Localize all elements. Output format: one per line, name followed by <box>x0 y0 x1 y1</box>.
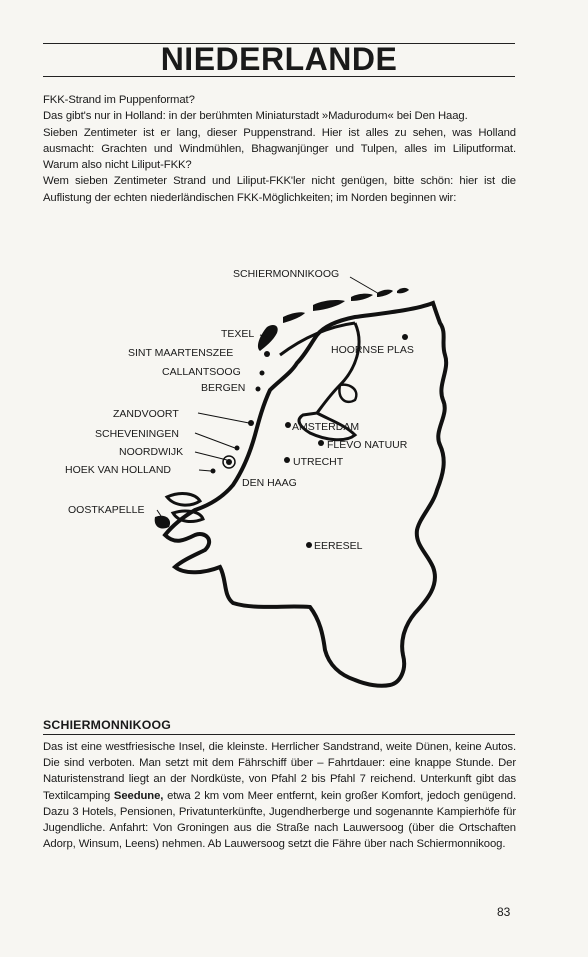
ijsselmeer-east-shore <box>317 323 359 413</box>
dot-hoornse-plas <box>402 334 408 340</box>
section-body-bold: Seedune, <box>113 789 164 802</box>
dot-flevo-natuur <box>318 440 324 446</box>
label-oostkapelle: OOSTKAPELLE <box>68 504 145 516</box>
label-noordwijk: NOORDWIJK <box>119 446 184 458</box>
label-scheveningen: SCHEVENINGEN <box>95 428 180 440</box>
label-flevo-natuur: FLEVO NATUUR <box>327 439 408 451</box>
leader-scheveningen <box>195 433 235 448</box>
section-body-part-1: Das ist eine westfriesische Insel, die kleinste. Herrlicher Sandstrand, weite Dünen, keine Autos. Die sind verboten. Man setzt mit dem Fährschiff über – Fahrtdauer: eine knappe Stunde. Der Naturistenstrand liegt an der Nordküste, von Pfahl 2 bis Pfahl 7 reichend. Unterkunft gibt das Textilcamping <box>43 741 516 802</box>
section-body <box>43 739 516 852</box>
intro-paragraph-3: Sieben Zentimeter ist er lang, dieser Puppenstrand. Hier ist alles zu sehen, was Holland ausmacht: Grachten und Windmühlen, Bhagwanjünger und Tulpen, alles im Liliputformat. Warum also nicht Liliput-FKK? <box>43 126 516 172</box>
intro-paragraph-1: FKK-Strand im Puppenformat? <box>43 94 195 106</box>
netherlands-map <box>55 255 515 695</box>
dot-amsterdam <box>285 422 291 428</box>
intro-paragraph-4: Wem sieben Zentimeter Strand und Liliput-FKK'ler nicht genügen, bitte schön: hier ist die Auflistung der echten niederländischen FKK-Möglichkeiten; im Norden beginnen wir: <box>43 175 516 204</box>
leader-noordwijk <box>195 452 227 460</box>
map-svg <box>55 255 515 695</box>
label-utrecht: UTRECHT <box>293 456 344 468</box>
dot-eeresel <box>306 542 312 548</box>
dot-utrecht <box>284 457 290 463</box>
dot-sint-maartenszee <box>264 351 270 357</box>
dot-scheveningen <box>235 446 240 451</box>
section-rule <box>43 734 515 735</box>
island-terschelling <box>313 300 345 311</box>
label-sint-maartenszee: SINT MAARTENSZEE <box>128 347 234 359</box>
title-rule-bottom <box>43 76 515 77</box>
island-schiermonnikoog <box>377 290 393 297</box>
label-hoek-van-holland: HOEK VAN HOLLAND <box>65 464 171 476</box>
section-heading: SCHIERMONNIKOOG <box>43 718 172 732</box>
label-den-haag: DEN HAAG <box>242 477 297 489</box>
label-schiermonnikoog: SCHIERMONNIKOOG <box>233 268 340 280</box>
dot-bergen <box>256 387 261 392</box>
map-coastline <box>165 303 446 686</box>
label-callantsoog: CALLANTSOOG <box>162 366 241 378</box>
label-hoornse-plas: HOORNSE PLAS <box>331 344 414 356</box>
island-texel <box>258 325 278 351</box>
noordoostpolder <box>339 385 356 402</box>
dot-callantsoog <box>260 371 265 376</box>
islands-east <box>397 288 409 294</box>
leader-hoek <box>199 470 211 471</box>
island-ameland <box>351 294 373 301</box>
label-zandvoort: ZANDVOORT <box>113 408 179 420</box>
label-amsterdam: AMSTERDAM <box>292 421 360 433</box>
label-eeresel: EERESEL <box>314 540 363 552</box>
intro-text <box>43 92 516 206</box>
section-body-part-2: etwa 2 km vom Meer entfernt, kein großer Komfort, jedoch genügend. Dazu 3 Hotels, Pensionen, Privatunterkünfte, Jugendherberge und sogenannte Kampierhöfe für Jugendliche. Anfahrt: Von Groningen aus die Straße nach Lauwersoog (über die Ortschaften Adorp, Winsum, Leens) nehmen. Ab Lauwersoog setzt die Fähre über nach Schiermonnikoog. <box>43 789 516 851</box>
page-title: NIEDERLANDE <box>160 41 398 77</box>
page-number: 83 <box>497 905 511 919</box>
label-bergen: BERGEN <box>201 382 246 394</box>
label-texel: TEXEL <box>221 328 255 340</box>
intro-paragraph-2: Das gibt's nur in Holland: in der berühmten Miniaturstadt »Madurodum« bei Den Haag. <box>43 110 468 123</box>
island-vlieland <box>283 312 305 323</box>
leader-zandvoort <box>198 413 249 423</box>
schiermonnikoog-pointer <box>350 277 381 295</box>
zeeland-island-1 <box>167 494 200 506</box>
dot-hoek-van-holland <box>211 469 216 474</box>
